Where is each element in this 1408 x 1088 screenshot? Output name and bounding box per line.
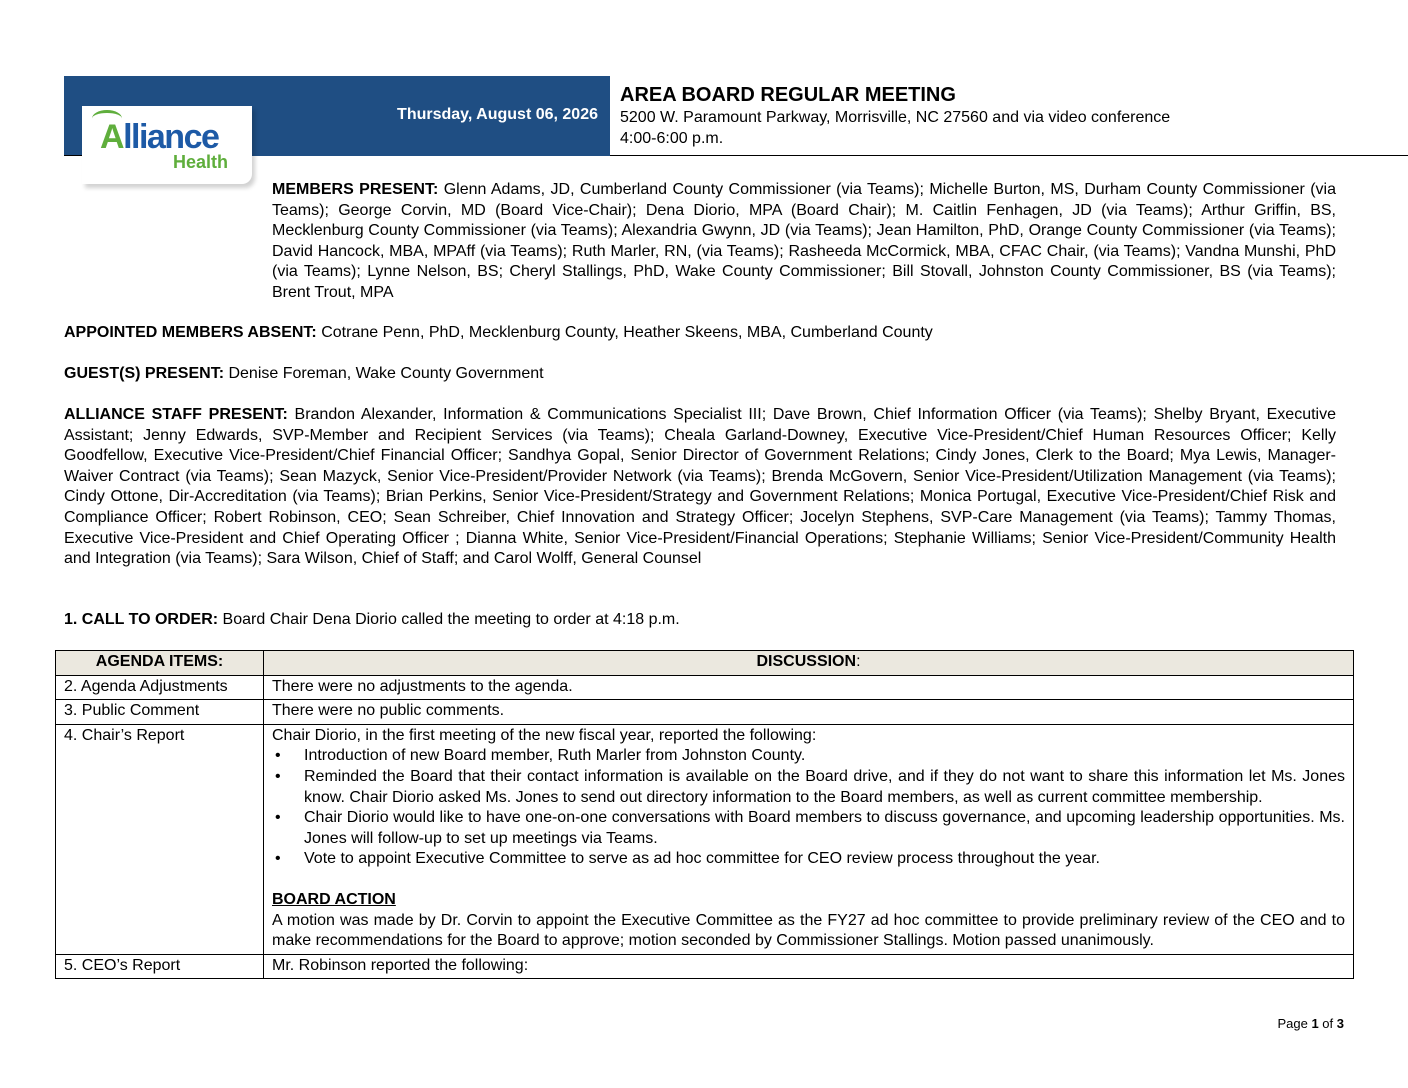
staff-present-text: Brandon Alexander, Information & Communications Specialist III; Dave Brown, Chief Information Officer (via Teams); Shelby Bryant, Executive Assistant; Jenny Edwards, SVP-Member and Recipient Services (via Teams); Cheala Garland-Downey, Executive Vice-President/Chief Human Resources Officer; Kelly Goodfellow, Executive Vice-President/Chief Financial Officer; Sandhya Gopal, Senior Director of Government Relations; Cindy Jones, Clerk to the Board; Mya Lewis, Manager-Waiver Contract (via Teams); Sean Mazyck, Senior Vice-President/Provider Network (via Teams); Brenda McGovern, Senior Vice-President/Utilization Management (via Teams); Cindy Ottone, Dir-Accreditation (via Teams); Brian Perkins, Senior Vice-President/Strategy and Government Relations; Monica Portugal, Executive Vice-President/Chief Risk and Compliance Officer; Robert Robinson, CEO; Sean Schreiber, Chief Innovation and Strategy Officer; Jocelyn Stephens, SVP-Care Management (via Teams); Tammy Thomas, Executive Vice-President and Chief Operating Officer ; Dianna White, Senior Vice-President/Financial Operations; Stephanie Williams; Senior Vice-President/Community Health and Integration (via Teams); Sara Wilson, Chief of Staff; and Carol Wolff, General Counsel	[64, 406, 1336, 568]
discussion-header: DISCUSSION:	[264, 651, 1354, 676]
header-rule	[610, 155, 1408, 156]
agenda-header-row	[56, 651, 1354, 676]
meeting-date: Thursday, August 06, 2026	[397, 106, 598, 123]
logo-subtitle: Health	[173, 152, 229, 172]
guests-present	[64, 364, 1336, 385]
list-item: • Introduction of new Board member, Ruth Marler from Johnston County.	[304, 746, 1345, 767]
staff-present	[64, 405, 1336, 570]
table-row	[56, 700, 1354, 725]
board-action-text: A motion was made by Dr. Corvin to appoint the Executive Committee as the FY27 ad hoc committee to provide preliminary review of the CEO and to make recommendations for the Board to approve; motion seconded by Commissioner Stallings. Motion passed unanimously.	[272, 911, 1345, 950]
agenda-item: 3. Public Comment	[56, 700, 264, 725]
members-present-label: MEMBERS PRESENT:	[272, 181, 439, 198]
guests-present-label: GUEST(S) PRESENT:	[64, 365, 225, 382]
members-absent-text: Cotrane Penn, PhD, Mecklenburg County, Heather Skeens, MBA, Cumberland County	[321, 324, 933, 341]
list-item: • Vote to appoint Executive Committee to serve as ad hoc committee for CEO review process throughout the year.	[304, 849, 1345, 870]
call-to-order-label: 1. CALL TO ORDER:	[64, 611, 219, 628]
list-item: • Reminded the Board that their contact information is available on the Board drive, and if they do not want to share this information let Ms. Jones know. Chair Diorio asked Ms. Jones to send out directory information to the Board members, as well as current committee membership.	[304, 767, 1345, 808]
members-present-text: Glenn Adams, JD, Cumberland County Commissioner (via Teams); Michelle Burton, MS, Durham County Commissioner (via Teams); George Corvin, MD (Board Vice-Chair); Dena Diorio, MPA (Board Chair); M. Caitlin Fenhagen, JD (via Teams); Arthur Griffin, BS, Mecklenburg County Commissioner (via Teams); Alexandria Gwynn, JD (via Teams); Jean Hamilton, PhD, Orange County Commissioner (via Teams); David Hancock, MBA, MPAff (via Teams); Ruth Marler, RN, (via Teams); Rasheeda McCormick, MBA, CFAC Chair, (via Teams); Vandna Munshi, PhD (via Teams); Lynne Nelson, BS; Cheryl Stallings, PhD, Wake County Commissioner; Bill Stovall, Johnston County Commissioner, BS (via Teams); Brent Trout, MPA	[272, 181, 1336, 301]
discussion-cell: There were no adjustments to the agenda.	[264, 675, 1354, 700]
agenda-item: 5. CEO’s Report	[56, 954, 264, 979]
chair-report-intro: Chair Diorio, in the first meeting of the new fiscal year, reported the following:	[272, 726, 817, 744]
discussion-cell: Mr. Robinson reported the following:	[264, 954, 1354, 979]
table-row	[56, 954, 1354, 979]
chair-report-bullets	[272, 746, 1345, 870]
meeting-location: 5200 W. Paramount Parkway, Morrisville, NC 27560 and via video conference	[620, 109, 1171, 126]
guests-present-text: Denise Foreman, Wake County Government	[228, 365, 544, 382]
table-row	[56, 724, 1354, 954]
table-row	[56, 675, 1354, 700]
agenda-item: 2. Agenda Adjustments	[56, 675, 264, 700]
meeting-time: 4:00-6:00 p.m.	[620, 130, 724, 147]
meeting-title: AREA BOARD REGULAR MEETING	[620, 84, 956, 106]
members-absent	[64, 323, 1336, 344]
discussion-cell	[264, 724, 1354, 954]
agenda-items-header: AGENDA ITEMS:	[56, 651, 264, 676]
logo-wordmark: Alliance	[100, 118, 219, 156]
members-present	[272, 180, 1336, 304]
board-action-heading: BOARD ACTION	[272, 890, 396, 908]
agenda-table	[55, 650, 1354, 979]
discussion-cell: There were no public comments.	[264, 700, 1354, 725]
staff-present-label: ALLIANCE STAFF PRESENT:	[64, 406, 288, 423]
list-item: • Chair Diorio would like to have one-on-one conversations with Board members to discuss governance, and upcoming leadership opportunities. Ms. Jones will follow-up to set up meetings via Teams.	[304, 808, 1345, 849]
header-rule-left	[64, 155, 82, 156]
call-to-order-text: Board Chair Dena Diorio called the meeting to order at 4:18 p.m.	[222, 611, 680, 628]
alliance-health-logo	[82, 106, 252, 184]
agenda-item: 4. Chair’s Report	[56, 724, 264, 954]
call-to-order	[64, 610, 1336, 631]
page-number: Page 1 of 3	[1277, 1016, 1344, 1031]
members-absent-label: APPOINTED MEMBERS ABSENT:	[64, 324, 317, 341]
